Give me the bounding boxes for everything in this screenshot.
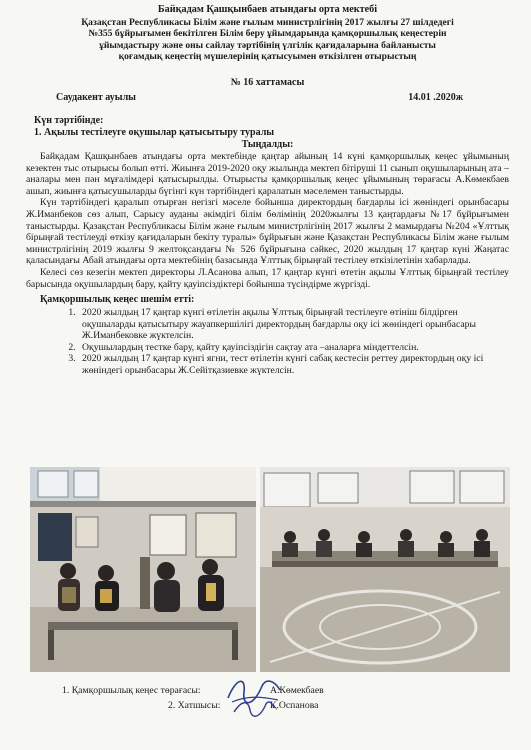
signature-name: А.Көмекбаев: [270, 685, 324, 696]
signature-row-secretary: [168, 699, 319, 712]
minutes-body: [26, 151, 509, 290]
meeting-photo-hall: [30, 467, 256, 672]
meeting-photo-hall-image: [30, 467, 256, 672]
body-paragraph: Күн тәртібіндегі қаралып отырған негізгі мәселе бойынша директордың бағдарлы ісі жөніндегі орынбасары Ж.Иманбеков сөз алып, Сарысу ауданы әкімдігі білім бөлімінің 2020жылғы 13 қаңтардағы №17 бұйрығымен таныстырды. Қазақстан Республикасы Білім және ғылым министрлігінің 2017 жылғы 2 мамырдағы №204 «Ұлттық бірыңғай тестілеуді өткізу қағидаларын бекіту туралы» бұйрығын және Қазақстан Республикасы Білім және ғылым министрлігінің 2019 жылғы 9 желтоқсандағы № 526 бұйрығына сәйкес, 2020 жылдың 17 қаңтар күні Жаңатас қаласындағы Абай атындағы орта мектебінің базасында Ұлттық бірыңғай тестілеу өткізілетінін хабарлады.: [26, 197, 509, 267]
header-line-1: Қазақстан Республикасы Білім және ғылым министрлігінің 2017 жылғы 27 шілдедегі: [81, 16, 454, 28]
signature-role: 1. Қамқоршылық кеңес төрағасы:: [62, 685, 201, 696]
decision-item: 3. 2020 жылдың 17 қаңтар күнгі ягни, тест өтілетін күнгі сабақ кестесін реттеу директордың оқу ісі жөніндегі орынбасары Ж.Сейітқазиевке жүктелсін.: [78, 353, 509, 376]
date: 14.01 .2020ж: [408, 91, 463, 103]
header-line-2: №355 бұйрығымен бекітілген Білім беру ұйымдарында қамқоршылық кеңестерін: [88, 28, 447, 40]
body-paragraph: Келесі сөз кезегін мектеп директоры Л.Асанова алып, 17 қаңтар күнгі өтетін ақылы Ұлттық бірыңғай тестілеу барысында оқушылардың бару, қайту қауіпсіздіктері бойынша түсіндірме жүргізді.: [26, 266, 509, 290]
agenda-label: Күн тәртібінде:: [34, 114, 104, 126]
meeting-photo-classroom: [260, 467, 510, 672]
heard-label: Тыңдалды:: [241, 138, 294, 150]
school-name: Байқадам Қашқынбаев атындағы орта мектебі: [157, 4, 378, 15]
decision-item: 1. 2020 жылдың 17 қаңтар күнгі өтілетін ақылы Ұлттық бірыңғай тестілеуге өтініш білдірген оқушыларды қатысытыру жауапкершілігі директордың бағдарлы оқу ісі жөніндегі орынбасары Ж.Иманбековке жүктелсін.: [78, 307, 509, 342]
body-paragraph: Байқадам Қашқынбаев атындағы орта мектебінде қаңтар айының 14 күні қамқоршылық кеңес ұйымының кезектен тыс отырысы болып өтті. Жиынға 2019-2020 оқу жылында мектеп бітіруші 11 сынып оқушыларының ата –аналары мен пән мұғалімдері қатысырылды. Отырысты қамқоршылық кеңес ұйымының төрағасы А.Көмекбаев ашып, жиынға қатысушыларды бүгінгі күн тәртібіндегі қаралатын мәселемен таныстырды.: [26, 150, 509, 197]
meeting-photo-classroom-image: [260, 467, 510, 672]
place: Саудакент ауылы: [56, 91, 136, 103]
protocol-number: № 16 хаттамасы: [230, 76, 305, 88]
meeting-photos: [30, 467, 510, 672]
signature-role: 2. Хатшысы:: [168, 700, 221, 711]
handwritten-signature-icon: [232, 696, 276, 720]
header-line-3: ұйымдастыру және оны сайлау тәртібінің үлгілік қағидаларына байланысты: [99, 39, 436, 51]
agenda-item: 1. Ақылы тестілеуге оқушылар қатысытыру туралы: [34, 126, 275, 138]
decision-title: Қамқоршылық кеңес шешім етті:: [40, 294, 195, 306]
signature-row-chair: [62, 684, 324, 697]
decision-item: 2. Оқушылардың тестке бару, қайту қауіпсіздігін сақтау ата –аналарға міндеттелсін.: [78, 342, 509, 354]
place-date-row: [56, 92, 463, 103]
decision-list: [26, 307, 509, 377]
document-header: [26, 0, 509, 63]
header-line-4: қоғамдық кеңестің мүшелерінің қатысуымен өткізілген отырыстың: [118, 51, 417, 63]
signature-name: Қ.Оспанова: [270, 700, 319, 711]
